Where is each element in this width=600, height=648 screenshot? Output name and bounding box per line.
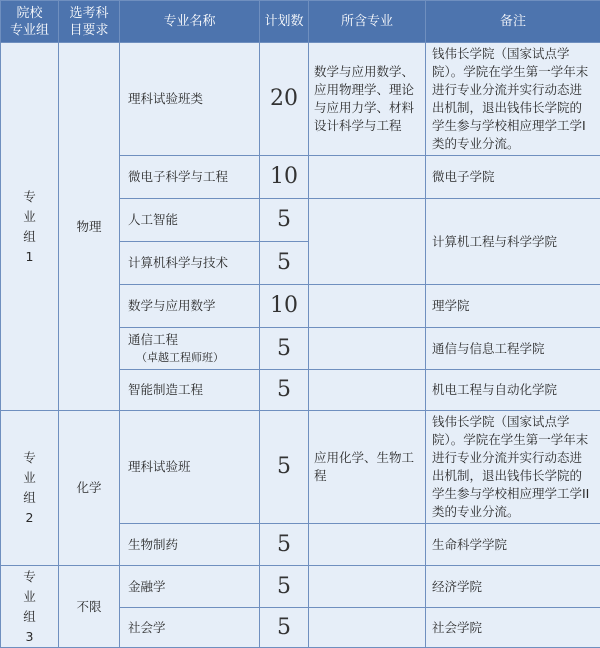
- plan-cell: 5: [260, 411, 309, 524]
- includes-cell: [309, 285, 426, 328]
- note-cell: 钱伟长学院（国家试点学院）。学院在学生第一学年末进行专业分流并实行动态进出机制，退出钱伟长学院的学生参与学校相应理学工学II类的专业分流。: [426, 411, 600, 524]
- note-cell: 通信与信息工程学院: [426, 328, 600, 370]
- subject-cell: 不限: [59, 566, 120, 648]
- note-cell: 计算机工程与科学学院: [426, 199, 600, 285]
- plan-cell: 5: [260, 524, 309, 566]
- plan-cell: 20: [260, 43, 309, 156]
- major-cell: 计算机科学与技术: [120, 242, 260, 285]
- table-header-row: [1, 1, 600, 43]
- header-subject: 选考科 目要求: [59, 1, 120, 43]
- plan-cell: 10: [260, 285, 309, 328]
- major-name: 通信工程: [128, 332, 178, 347]
- plan-cell: 5: [260, 199, 309, 242]
- plan-cell: 5: [260, 328, 309, 370]
- note-cell: 微电子学院: [426, 156, 600, 199]
- includes-cell: 应用化学、生物工程: [309, 411, 426, 524]
- major-cell: 理科试验班: [120, 411, 260, 524]
- header-plan: 计划数: [260, 1, 309, 43]
- includes-cell: [309, 370, 426, 411]
- note-cell: 生命科学学院: [426, 524, 600, 566]
- plan-cell: 5: [260, 242, 309, 285]
- major-cell: 数学与应用数学: [120, 285, 260, 328]
- header-includes: 所含专业: [309, 1, 426, 43]
- subject-cell: 化学: [59, 411, 120, 566]
- note-cell: 钱伟长学院（国家试点学院）。学院在学生第一学年末进行专业分流并实行动态进出机制，退出钱伟长学院的学生参与学校相应理学工学Ⅰ类的专业分流。: [426, 43, 600, 156]
- major-cell: 生物制药: [120, 524, 260, 566]
- header-note: 备注: [426, 1, 600, 43]
- table-row: [1, 43, 600, 156]
- includes-cell: [309, 156, 426, 199]
- includes-cell: [309, 328, 426, 370]
- table-row: [1, 566, 600, 608]
- subject-cell: 物理: [59, 43, 120, 411]
- includes-cell: 数学与应用数学、应用物理学、理论与应用力学、材料设计科学与工程: [309, 43, 426, 156]
- plan-cell: 5: [260, 370, 309, 411]
- major-cell: [120, 328, 260, 370]
- header-group: 院校 专业组: [1, 1, 59, 43]
- major-cell: 微电子科学与工程: [120, 156, 260, 199]
- plan-cell: 5: [260, 566, 309, 608]
- includes-cell: [309, 608, 426, 648]
- group-cell: 专 业 组 1: [1, 43, 59, 411]
- major-cell: 社会学: [120, 608, 260, 648]
- header-major: 专业名称: [120, 1, 260, 43]
- major-cell: 人工智能: [120, 199, 260, 242]
- major-subtitle: （卓越工程师班）: [128, 349, 255, 367]
- includes-cell: [309, 524, 426, 566]
- note-cell: 社会学院: [426, 608, 600, 648]
- table-row: [1, 411, 600, 524]
- major-cell: 金融学: [120, 566, 260, 608]
- note-cell: 机电工程与自动化学院: [426, 370, 600, 411]
- major-cell: 理科试验班类: [120, 43, 260, 156]
- major-cell: 智能制造工程: [120, 370, 260, 411]
- note-cell: 理学院: [426, 285, 600, 328]
- note-cell: 经济学院: [426, 566, 600, 608]
- includes-cell: [309, 199, 426, 285]
- includes-cell: [309, 566, 426, 608]
- plan-cell: 10: [260, 156, 309, 199]
- plan-cell: 5: [260, 608, 309, 648]
- group-cell: 专 业 组 2: [1, 411, 59, 566]
- group-cell: 专 业 组 3: [1, 566, 59, 648]
